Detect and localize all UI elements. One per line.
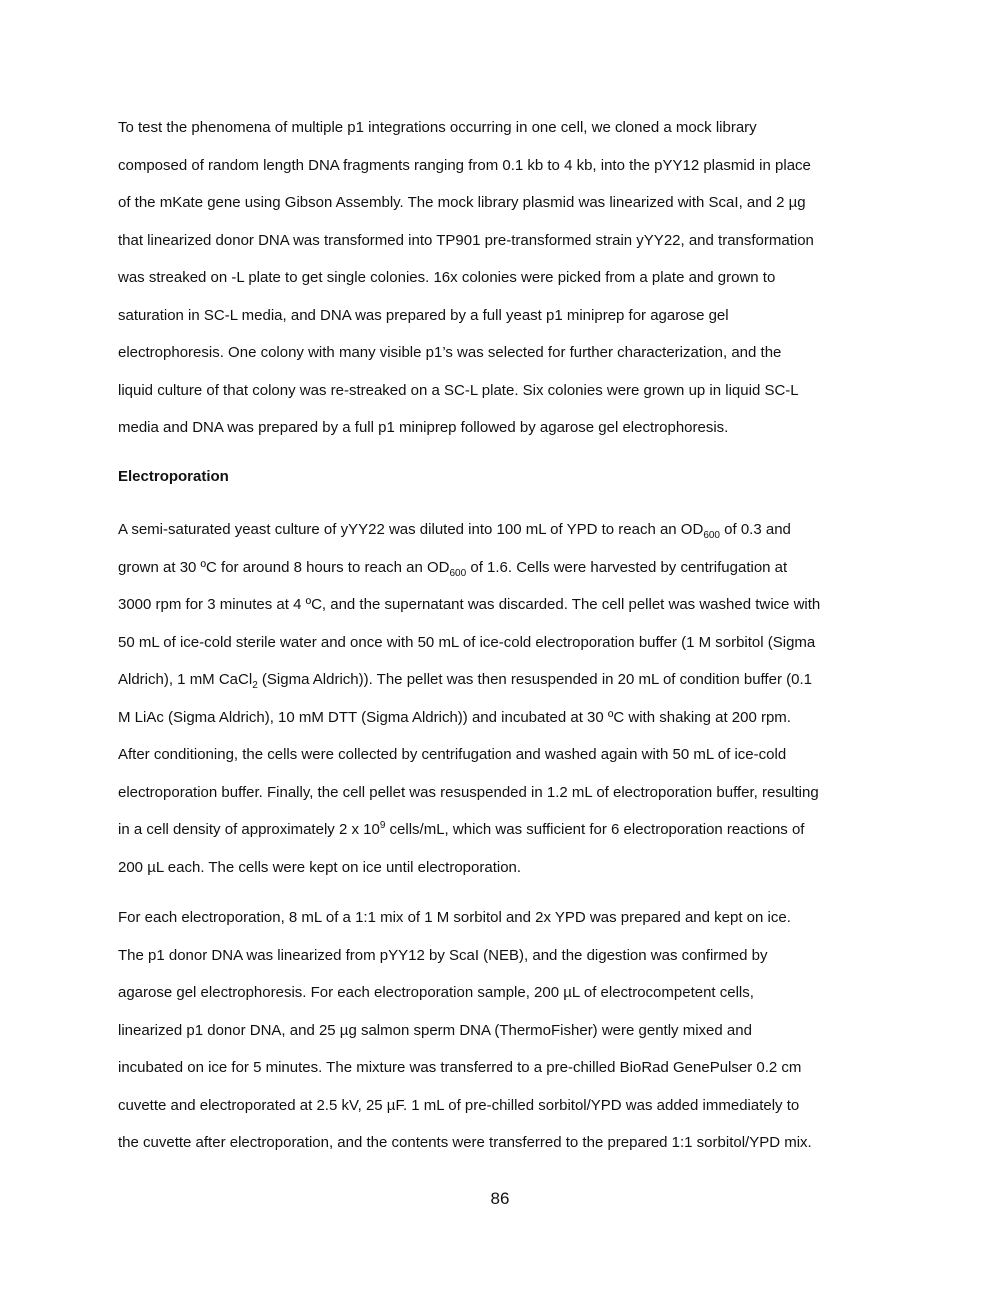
text-line: [118, 811, 888, 849]
text-line: cuvette and electroporated at 2.5 kV, 25 µF. 1 mL of pre-chilled sorbitol/YPD was added immediately to: [118, 1096, 800, 1114]
text-line: M LiAc (Sigma Aldrich), 10 mM DTT (Sigma Aldrich)) and incubated at 30 ºC with shaking at 200 rpm.: [118, 708, 791, 726]
text-line: [118, 661, 888, 699]
text-line: The p1 donor DNA was linearized from pYY12 by ScaI (NEB), and the digestion was confirmed by: [118, 946, 768, 964]
text-line: of the mKate gene using Gibson Assembly. The mock library plasmid was linearized with ScaI, and 2 µg: [118, 194, 806, 211]
text-line: For each electroporation, 8 mL of a 1:1 mix of 1 M sorbitol and 2x YPD was prepared and kept on ice.: [118, 909, 791, 926]
text-line: saturation in SC-L media, and DNA was prepared by a full yeast p1 miniprep for agarose gel: [118, 306, 729, 324]
paragraph-electroporation-prep: [118, 511, 888, 886]
subscript: 2: [252, 680, 258, 691]
superscript: 9: [379, 820, 386, 831]
text-line: linearized p1 donor DNA, and 25 µg salmon sperm DNA (ThermoFisher) were gently mixed and: [118, 1021, 752, 1039]
text-line: 3000 rpm for 3 minutes at 4 ºC, and the supernatant was discarded. The cell pellet was washed twice with: [118, 596, 821, 613]
subscript: 600: [449, 567, 467, 579]
text-line: 50 mL of ice-cold sterile water and once with 50 mL of ice-cold electroporation buffer (1 M sorbitol (Sigma: [118, 633, 816, 651]
text-line: liquid culture of that colony was re-streaked on a SC-L plate. Six colonies were grown up in liquid SC-L: [118, 381, 799, 399]
paragraph-electroporation-procedure: [118, 899, 888, 1162]
text-line: [118, 511, 888, 549]
text-segment: of 0.3 and: [720, 521, 791, 538]
text-line: 200 µL each. The cells were kept on ice until electroporation.: [118, 858, 522, 876]
text-segment: grown at 30 ºC for around 8 hours to reach an OD: [118, 558, 450, 576]
text-line: To test the phenomena of multiple p1 integrations occurring in one cell, we cloned a mock library: [118, 119, 757, 136]
text-line: the cuvette after electroporation, and the contents were transferred to the prepared 1:1 sorbitol/YPD mix.: [118, 1134, 812, 1151]
text-line: electroporation buffer. Finally, the cell pellet was resuspended in 1.2 mL of electroporation buffer, resulting: [118, 783, 819, 801]
section-heading: Electroporation: [118, 468, 229, 485]
text-line: incubated on ice for 5 minutes. The mixture was transferred to a pre-chilled BioRad GenePulser 0.2 cm: [118, 1059, 802, 1076]
text-line: [118, 549, 888, 587]
text-line: media and DNA was prepared by a full p1 miniprep followed by agarose gel electrophoresis.: [118, 419, 729, 436]
text-line: was streaked on -L plate to get single colonies. 16x colonies were picked from a plate and grown to: [118, 269, 776, 286]
text-line: After conditioning, the cells were collected by centrifugation and washed again with 50 mL of ice-cold: [118, 746, 787, 763]
text-segment: cells/mL, which was sufficient for 6 electroporation reactions of: [385, 821, 805, 838]
text-line: electrophoresis. One colony with many visible p1’s was selected for further characterization, and the: [118, 344, 782, 361]
text-line: that linearized donor DNA was transformed into TP901 pre-transformed strain yYY22, and transformation: [118, 231, 814, 249]
text-line: composed of random length DNA fragments ranging from 0.1 kb to 4 kb, into the pYY12 plasmid in place: [118, 156, 811, 174]
text-segment: in a cell density of approximately 2 x 10: [118, 821, 380, 838]
text-segment: Aldrich), 1 mM CaCl: [118, 671, 253, 688]
paragraph-mock-library: [118, 109, 888, 447]
subscript: 600: [703, 530, 720, 541]
text-segment: A semi-saturated yeast culture of yYY22 was diluted into 100 mL of YPD to reach an OD: [118, 521, 704, 538]
text-line: agarose gel electrophoresis. For each electroporation sample, 200 µL of electrocompetent cells,: [118, 984, 754, 1001]
text-segment: (Sigma Aldrich)). The pellet was then resuspended in 20 mL of condition buffer (0.1: [257, 671, 812, 688]
text-segment: of 1.6. Cells were harvested by centrifugation at: [466, 558, 788, 576]
page-number: 86: [490, 1189, 510, 1208]
